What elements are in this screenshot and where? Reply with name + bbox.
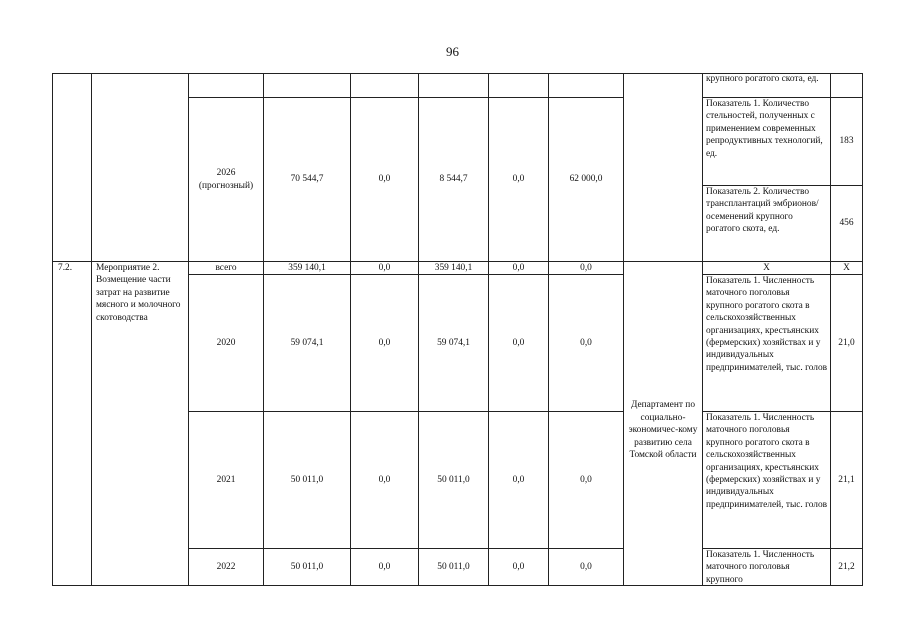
indicator-value: 21,0 — [838, 337, 855, 348]
indicator-value: 21,1 — [838, 474, 855, 485]
local-cell: 0,0 — [512, 561, 525, 572]
other-cell: 0,0 — [580, 262, 592, 273]
other-cell: 0,0 — [580, 561, 592, 572]
measure-number: 7.2. — [58, 263, 73, 273]
indicator-x: X — [763, 262, 770, 273]
total-cell: 59 074,1 — [290, 337, 324, 348]
page-number: 96 — [446, 44, 459, 59]
indicator-text: Показатель 1. Численность маточного поголовья крупного рогатого скота в сельскохозяйственных организациях, крестьянских (фермерских) хозяйствах и у индивидуальных предпринимателей, тыс. голов — [706, 276, 828, 373]
executor-cell: Департамент по социально-экономичес-кому развитию села Томской области — [628, 400, 698, 461]
indicator-value: 21,2 — [838, 561, 855, 572]
federal-cell: 0,0 — [378, 174, 391, 185]
indicator-text: Показатель 1. Численность маточного поголовья крупного — [706, 550, 815, 585]
other-cell: 62 000,0 — [569, 174, 603, 185]
year-cell: всего — [215, 262, 237, 273]
indicator-value: 456 — [839, 218, 854, 229]
regional-cell: 50 011,0 — [437, 561, 470, 572]
year-cell: 2021 — [216, 474, 236, 485]
regional-cell: 50 011,0 — [437, 474, 470, 485]
federal-cell: 0,0 — [378, 474, 391, 485]
total-cell: 50 011,0 — [290, 474, 324, 485]
year-cell: 2020 — [216, 337, 236, 348]
regional-cell: 59 074,1 — [437, 337, 470, 348]
indicator-cont-text: крупного рогатого скота, ед. — [706, 74, 819, 84]
total-cell: 70 544,7 — [290, 174, 324, 185]
measure-name: Мероприятие 2. Возмещение части затрат на развитие мясного и молочного скотоводства — [96, 263, 181, 323]
col-line — [702, 73, 703, 586]
federal-cell: 0,0 — [378, 262, 391, 273]
indicator-text: Показатель 2. Количество трансплантаций эмбрионов/осеменений крупного рогатого скота, ед. — [706, 187, 819, 235]
total-cell: 50 011,0 — [290, 561, 324, 572]
other-cell: 0,0 — [580, 337, 592, 348]
regional-cell: 359 140,1 — [434, 262, 473, 273]
local-cell: 0,0 — [512, 262, 525, 273]
regional-cell: 8 544,7 — [439, 174, 468, 185]
other-cell: 0,0 — [580, 474, 592, 485]
indicator-text: Показатель 1. Численность маточного поголовья крупного рогатого скота в сельскохозяйственных организациях, крестьянских (фермерских) хозяйствах и у индивидуальных предпринимателей, тыс. голов — [706, 413, 828, 510]
value-x: X — [843, 262, 850, 273]
col-line — [623, 73, 624, 586]
col-line — [862, 73, 863, 586]
col-line — [52, 73, 53, 586]
indicator-value: 183 — [839, 136, 854, 147]
local-cell: 0,0 — [512, 174, 525, 185]
federal-cell: 0,0 — [378, 337, 391, 348]
table-border-bottom — [52, 585, 862, 586]
year-cell: 2022 — [216, 561, 236, 572]
col-line — [188, 73, 189, 586]
total-cell: 359 140,1 — [288, 262, 326, 273]
year-cell: 2026 (прогнозный) — [198, 168, 254, 191]
col-line — [91, 73, 92, 586]
local-cell: 0,0 — [512, 474, 525, 485]
indicator-text: Показатель 1. Количество стельностей, полученных с применением современных репродуктивных технологий, ед. — [706, 99, 823, 159]
local-cell: 0,0 — [512, 337, 525, 348]
federal-cell: 0,0 — [378, 561, 391, 572]
